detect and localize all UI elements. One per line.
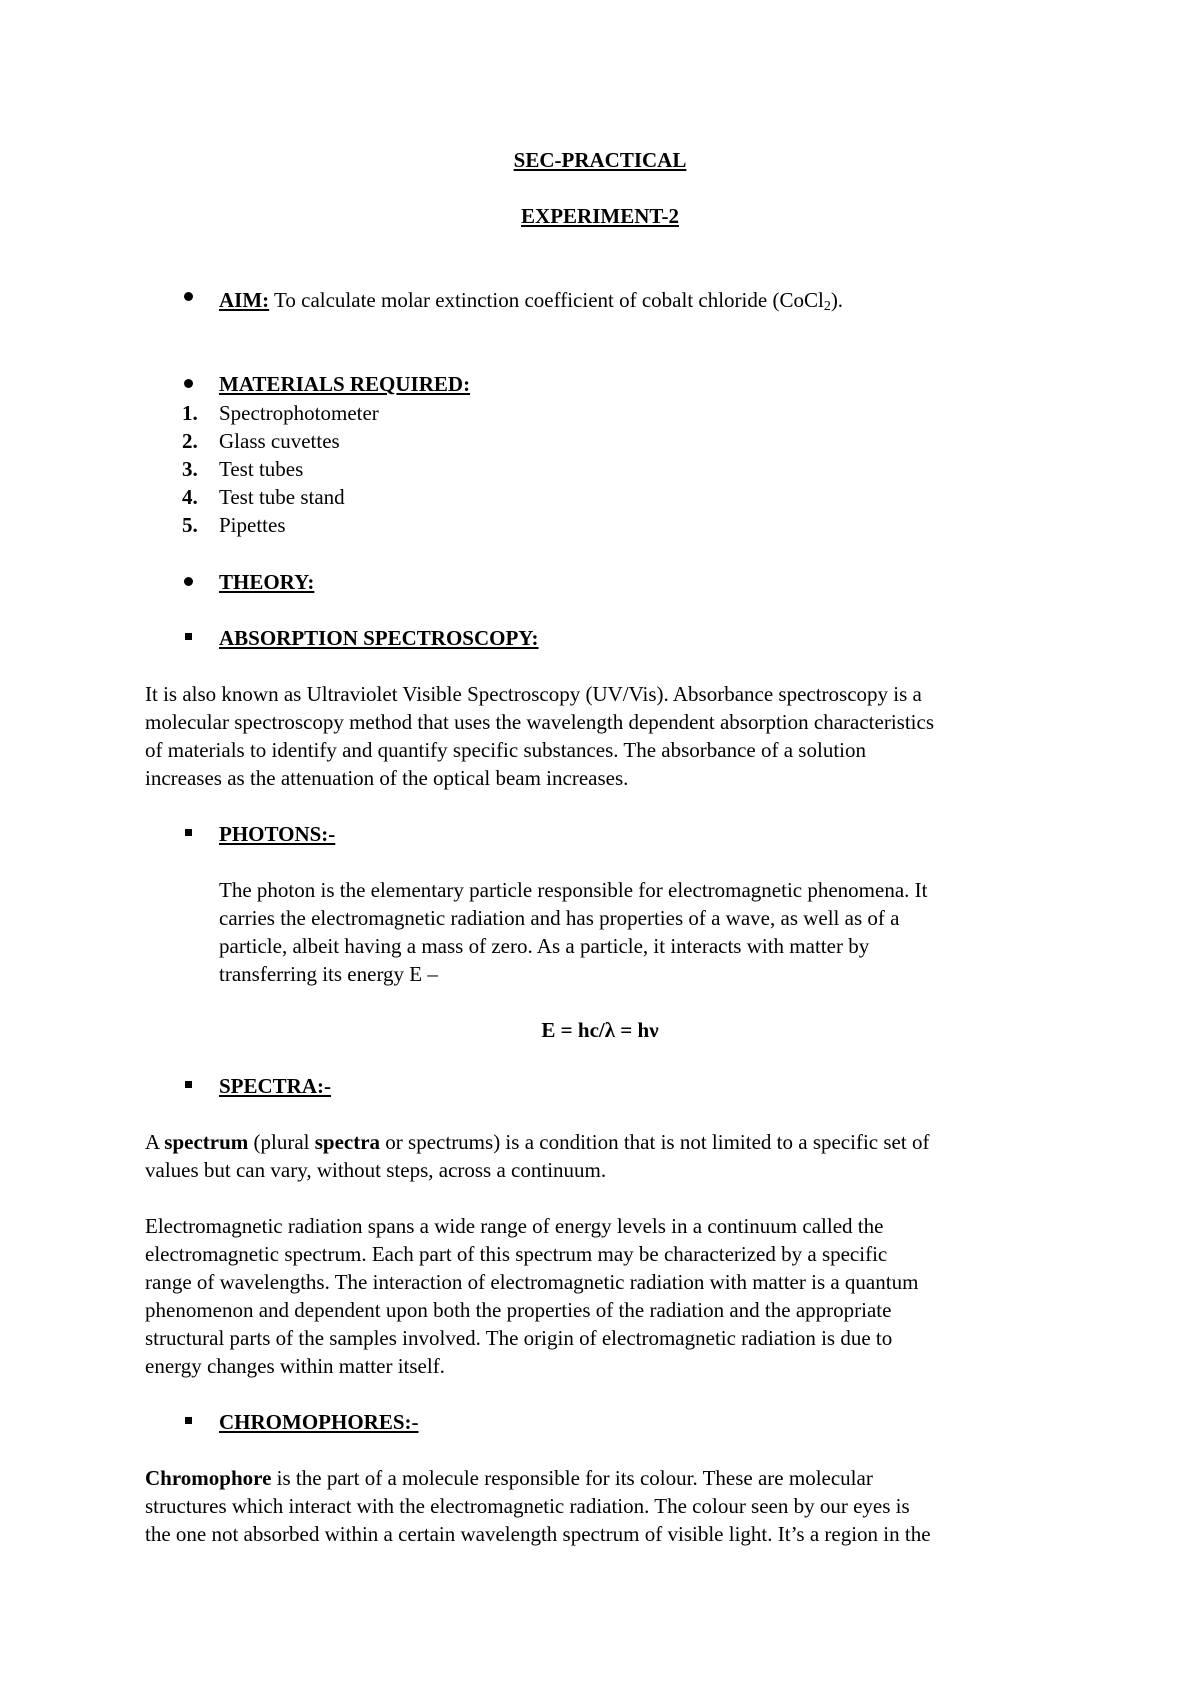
list-item: Pipettes [219, 513, 286, 537]
aim-text-end: ). [830, 288, 844, 312]
list-item: Test tubes [219, 457, 304, 481]
page-title: SEC-PRACTICAL [513, 148, 687, 172]
bullet-dot-icon [184, 379, 193, 388]
bullet-dot-icon [184, 577, 193, 586]
aim-text: To calculate molar extinction coefficient of cobalt chloride (CoCl [269, 288, 824, 312]
term-chromophore: Chromophore [145, 1466, 272, 1490]
bullet-square-icon [185, 829, 192, 836]
list-item: Test tube stand [219, 485, 345, 509]
paragraph-line: structural parts of the samples involved. The origin of electromagnetic radiation is due to [145, 1326, 893, 1350]
materials-heading: MATERIALS REQUIRED: [219, 372, 471, 396]
list-number: 2. [182, 429, 198, 453]
paragraph-line [145, 1468, 873, 1489]
aim-line [219, 288, 844, 314]
bullet-square-icon [185, 1081, 192, 1088]
text-run: or spectrums) is a condition that is not limited to a specific set of [380, 1130, 930, 1154]
paragraph-line: particle, albeit having a mass of zero. As a particle, it interacts with matter by [219, 934, 870, 958]
aim-label: AIM: [219, 288, 270, 312]
text-run: (plural [248, 1130, 315, 1154]
list-item: Glass cuvettes [219, 429, 340, 453]
bullet-square-icon [185, 633, 192, 640]
text-run: A [145, 1130, 165, 1154]
paragraph-line: Electromagnetic radiation spans a wide range of energy levels in a continuum called the [145, 1214, 884, 1238]
spectra-heading: SPECTRA:- [219, 1074, 332, 1098]
paragraph-line [145, 1132, 929, 1153]
photon-energy-equation: E = hc/λ = hν [541, 1018, 659, 1042]
paragraph-line: structures which interact with the electromagnetic radiation. The colour seen by our eyes is [145, 1494, 910, 1518]
paragraph-line: It is also known as Ultraviolet Visible Spectroscopy (UV/Vis). Absorbance spectroscopy is a [145, 682, 922, 706]
theory-heading: THEORY: [219, 570, 315, 594]
list-number: 1. [182, 401, 198, 425]
paragraph-line: values but can vary, without steps, across a continuum. [145, 1158, 607, 1182]
paragraph-line: molecular spectroscopy method that uses the wavelength dependent absorption characteristics [145, 710, 934, 734]
chromophores-heading: CHROMOPHORES:- [219, 1410, 419, 1434]
text-run: is the part of a molecule responsible for its colour. These are molecular [271, 1466, 873, 1490]
list-number: 5. [182, 513, 198, 537]
paragraph-line: energy changes within matter itself. [145, 1354, 445, 1378]
term-spectra: spectra [314, 1130, 381, 1154]
paragraph-line: The photon is the elementary particle responsible for electromagnetic phenomena. It [219, 878, 928, 902]
paragraph-line: carries the electromagnetic radiation and has properties of a wave, as well as of a [219, 906, 900, 930]
paragraph-line: phenomenon and dependent upon both the properties of the radiation and the appropriate [145, 1298, 892, 1322]
absorption-heading: ABSORPTION SPECTROSCOPY: [219, 626, 539, 650]
paragraph-line: of materials to identify and quantify specific substances. The absorbance of a solution [145, 738, 866, 762]
photons-heading: PHOTONS:- [219, 822, 336, 846]
paragraph-line: the one not absorbed within a certain wavelength spectrum of visible light. It’s a region in the [145, 1522, 931, 1546]
list-item: Spectrophotometer [219, 401, 379, 425]
term-spectrum: spectrum [164, 1130, 249, 1154]
paragraph-line: transferring its energy E – [219, 962, 438, 986]
list-number: 4. [182, 485, 198, 509]
bullet-square-icon [185, 1417, 192, 1424]
page-subtitle: EXPERIMENT-2 [521, 204, 679, 228]
paragraph-line: electromagnetic spectrum. Each part of this spectrum may be characterized by a specific [145, 1242, 888, 1266]
bullet-dot-icon [184, 292, 193, 301]
paragraph-line: increases as the attenuation of the optical beam increases. [145, 766, 629, 790]
paragraph-line: range of wavelengths. The interaction of electromagnetic radiation with matter is a quantum [145, 1270, 919, 1294]
list-number: 3. [182, 457, 198, 481]
aim-subscript: 2 [823, 299, 831, 314]
